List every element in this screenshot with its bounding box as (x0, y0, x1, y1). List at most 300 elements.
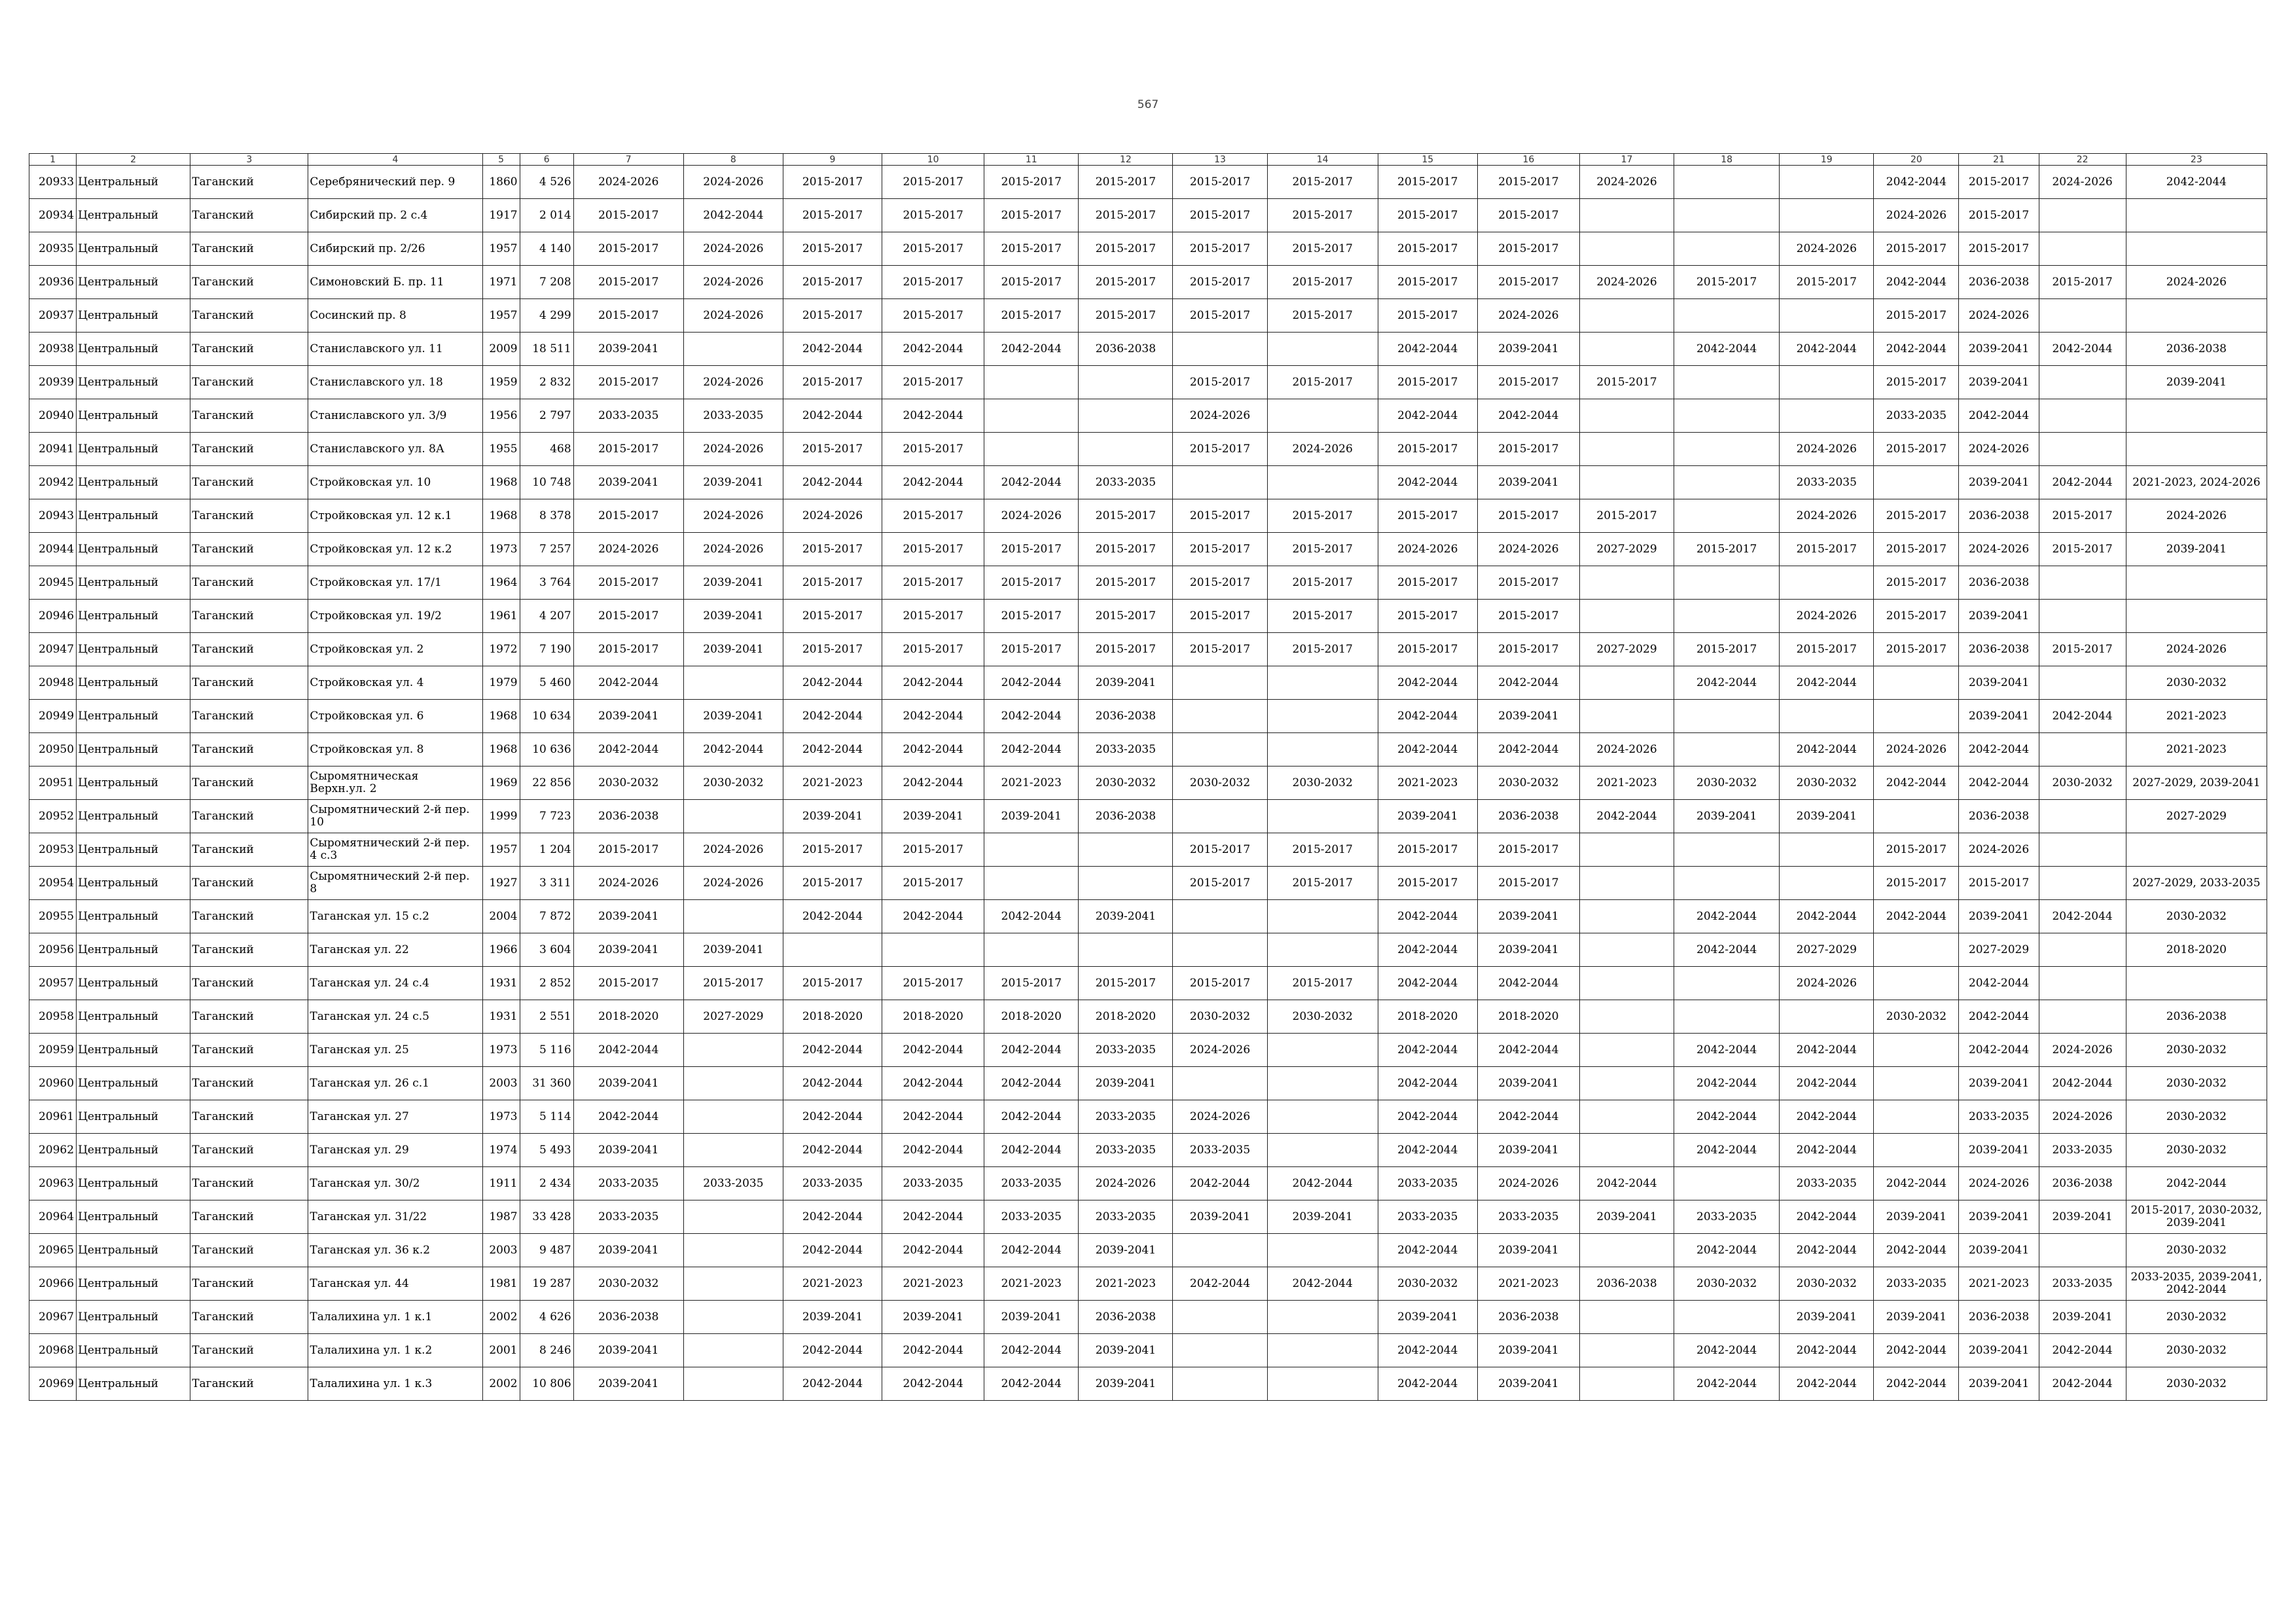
repair-period-cell: 2015-2017 (573, 199, 683, 232)
address-cell: Сибирский пр. 2/26 (308, 232, 482, 266)
repair-period-cell: 2015-2017 (1959, 166, 2039, 199)
build-year-cell: 1968 (482, 700, 520, 733)
repair-period-cell: 2039-2041 (882, 800, 984, 833)
floor-area-cell: 4 140 (520, 232, 573, 266)
repair-period-cell: 2042-2044 (783, 666, 882, 700)
repair-period-cell: 2033-2035 (573, 1200, 683, 1234)
repair-period-cell: 2015-2017 (1874, 566, 1959, 600)
repair-period-cell (1874, 466, 1959, 499)
repair-period-cell (1267, 466, 1378, 499)
row-id-cell: 20933 (29, 166, 77, 199)
repair-period-cell: 2039-2041 (1079, 1067, 1173, 1100)
repair-period-cell: 2042-2044 (1959, 967, 2039, 1000)
table-row (29, 399, 2267, 433)
repair-period-cell: 2042-2044 (1674, 1334, 1780, 1367)
address-cell: Сосинский пр. 8 (308, 299, 482, 333)
column-number-header: 5 (482, 154, 520, 166)
row-id-cell: 20961 (29, 1100, 77, 1134)
row-id-cell: 20952 (29, 800, 77, 833)
repair-period-cell: 2015-2017 (783, 232, 882, 266)
repair-period-cell: 2033-2035 (1378, 1167, 1477, 1200)
repair-period-cell: 2015-2017 (573, 600, 683, 633)
repair-period-cell: 2042-2044 (1780, 333, 1874, 366)
repair-period-cell (2039, 800, 2126, 833)
repair-period-cell: 2027-2029, 2039-2041 (2126, 767, 2267, 800)
repair-period-cell (1579, 199, 1674, 232)
repair-period-cell (984, 366, 1079, 399)
repair-period-cell: 2015-2017 (783, 166, 882, 199)
repair-period-cell: 2015-2017 (1378, 433, 1477, 466)
repair-period-cell: 2030-2032 (1079, 767, 1173, 800)
repair-period-cell: 2042-2044 (984, 700, 1079, 733)
repair-period-cell: 2039-2041 (573, 900, 683, 933)
table-row (29, 700, 2267, 733)
repair-period-cell: 2015-2017 (1477, 566, 1579, 600)
repair-period-cell: 2042-2044 (1378, 733, 1477, 767)
repair-period-cell: 2024-2026 (1959, 533, 2039, 566)
repair-period-cell: 2015-2017 (882, 600, 984, 633)
table-row (29, 166, 2267, 199)
repair-period-cell: 2042-2044 (2126, 166, 2267, 199)
repair-period-cell: 2039-2041 (1959, 700, 2039, 733)
repair-period-cell (1267, 700, 1378, 733)
repair-period-cell: 2042-2044 (1579, 1167, 1674, 1200)
repair-period-cell: 2039-2041 (1959, 1367, 2039, 1401)
repair-period-cell: 2024-2026 (1874, 199, 1959, 232)
repair-period-cell: 2027-2029 (1579, 633, 1674, 666)
repair-period-cell: 2042-2044 (1173, 1167, 1267, 1200)
repair-period-cell: 2015-2017 (1173, 199, 1267, 232)
repair-period-cell: 2024-2026 (683, 299, 783, 333)
repair-period-cell: 2024-2026 (783, 499, 882, 533)
repair-period-cell: 2015-2017 (1874, 232, 1959, 266)
repair-period-cell: 2015-2017 (1874, 533, 1959, 566)
repair-period-cell: 2042-2044 (1674, 666, 1780, 700)
repair-period-cell: 2042-2044 (1378, 1067, 1477, 1100)
repair-period-cell: 2015-2017 (984, 600, 1079, 633)
address-cell: Станиславского ул. 18 (308, 366, 482, 399)
area-cell: Таганский (190, 1034, 308, 1067)
repair-period-cell: 2042-2044 (1874, 333, 1959, 366)
repair-period-cell: 2033-2035, 2039-2041, 2042-2044 (2126, 1267, 2267, 1301)
repair-period-cell: 2042-2044 (1780, 666, 1874, 700)
repair-period-cell: 2030-2032 (1173, 767, 1267, 800)
district-cell: Центральный (77, 967, 190, 1000)
district-cell: Центральный (77, 166, 190, 199)
table-row (29, 1267, 2267, 1301)
address-cell: Таганская ул. 29 (308, 1134, 482, 1167)
repair-period-cell (1674, 733, 1780, 767)
repair-period-cell: 2039-2041 (573, 1334, 683, 1367)
area-cell: Таганский (190, 1301, 308, 1334)
repair-period-cell: 2015-2017 (1267, 266, 1378, 299)
repair-period-cell (2039, 299, 2126, 333)
repair-period-cell: 2021-2023 (984, 767, 1079, 800)
build-year-cell: 1955 (482, 433, 520, 466)
area-cell: Таганский (190, 1134, 308, 1167)
column-number-header: 19 (1780, 154, 1874, 166)
floor-area-cell: 3 311 (520, 867, 573, 900)
district-cell: Центральный (77, 1167, 190, 1200)
repair-period-cell: 2039-2041 (1780, 1301, 1874, 1334)
repair-period-cell: 2042-2044 (783, 1200, 882, 1234)
repair-period-cell: 2015-2017 (1267, 232, 1378, 266)
address-cell: Талалихина ул. 1 к.3 (308, 1367, 482, 1401)
repair-period-cell: 2039-2041 (1959, 1234, 2039, 1267)
repair-period-cell (1674, 466, 1780, 499)
repair-period-cell (1173, 1301, 1267, 1334)
repair-period-cell: 2042-2044 (1959, 1000, 2039, 1034)
repair-period-cell: 2015-2017 (1874, 833, 1959, 867)
repair-period-cell: 2042-2044 (1477, 1100, 1579, 1134)
address-cell: Сибирский пр. 2 с.4 (308, 199, 482, 232)
repair-period-cell: 2015-2017 (984, 299, 1079, 333)
repair-period-cell: 2039-2041 (984, 800, 1079, 833)
repair-period-cell: 2015-2017 (984, 566, 1079, 600)
build-year-cell: 2001 (482, 1334, 520, 1367)
repair-period-cell: 2039-2041 (1079, 1234, 1173, 1267)
repair-period-cell: 2015-2017 (1874, 600, 1959, 633)
repair-period-cell: 2039-2041 (1674, 800, 1780, 833)
repair-period-cell: 2042-2044 (984, 1134, 1079, 1167)
repair-period-cell: 2042-2044 (1378, 1100, 1477, 1134)
repair-period-cell: 2039-2041 (683, 600, 783, 633)
repair-period-cell: 2018-2020 (2126, 933, 2267, 967)
repair-period-cell (1267, 1134, 1378, 1167)
floor-area-cell: 4 299 (520, 299, 573, 333)
repair-period-cell (2126, 600, 2267, 633)
repair-period-cell: 2027-2029 (1780, 933, 1874, 967)
floor-area-cell: 5 114 (520, 1100, 573, 1134)
repair-period-cell: 2042-2044 (783, 399, 882, 433)
repair-period-cell: 2042-2044 (1874, 1367, 1959, 1401)
repair-period-cell (683, 1267, 783, 1301)
area-cell: Таганский (190, 1267, 308, 1301)
address-cell: Станиславского ул. 3/9 (308, 399, 482, 433)
repair-period-cell (1674, 700, 1780, 733)
repair-period-cell (1874, 1134, 1959, 1167)
repair-period-cell: 2030-2032 (573, 767, 683, 800)
address-cell: Сыромятнический 2-й пер. 10 (308, 800, 482, 833)
repair-period-cell: 2015-2017 (783, 566, 882, 600)
repair-period-cell: 2030-2032 (2126, 1301, 2267, 1334)
table-row (29, 232, 2267, 266)
repair-period-cell: 2042-2044 (984, 333, 1079, 366)
repair-period-cell: 2042-2044 (1477, 967, 1579, 1000)
floor-area-cell: 5 460 (520, 666, 573, 700)
area-cell: Таганский (190, 232, 308, 266)
row-id-cell: 20950 (29, 733, 77, 767)
table-row (29, 1234, 2267, 1267)
repair-period-cell: 2042-2044 (882, 700, 984, 733)
repair-period-cell: 2039-2041 (1477, 1367, 1579, 1401)
district-cell: Центральный (77, 1067, 190, 1100)
repair-period-cell: 2015-2017 (882, 633, 984, 666)
build-year-cell: 1927 (482, 867, 520, 900)
repair-period-cell (1579, 299, 1674, 333)
repair-period-cell: 2015-2017 (1477, 633, 1579, 666)
repair-period-cell: 2024-2026 (2039, 1034, 2126, 1067)
repair-period-cell: 2042-2044 (1780, 1067, 1874, 1100)
repair-period-cell: 2033-2035 (683, 1167, 783, 1200)
repair-period-cell: 2042-2044 (1674, 333, 1780, 366)
repair-period-cell: 2036-2038 (2126, 333, 2267, 366)
repair-period-cell (1674, 867, 1780, 900)
area-cell: Таганский (190, 333, 308, 366)
repair-period-cell (1874, 933, 1959, 967)
address-cell: Таганская ул. 26 с.1 (308, 1067, 482, 1100)
repair-period-cell: 2015-2017 (1959, 199, 2039, 232)
repair-period-cell: 2042-2044 (984, 900, 1079, 933)
row-id-cell: 20938 (29, 333, 77, 366)
repair-period-cell: 2042-2044 (984, 733, 1079, 767)
repair-period-cell (1780, 833, 1874, 867)
repair-period-cell: 2042-2044 (1378, 967, 1477, 1000)
repair-period-cell: 2033-2035 (2039, 1134, 2126, 1167)
repair-period-cell: 2042-2044 (984, 1234, 1079, 1267)
repair-period-cell: 2015-2017 (1477, 499, 1579, 533)
repair-period-cell (1173, 933, 1267, 967)
table-row (29, 1000, 2267, 1034)
repair-period-cell (1579, 333, 1674, 366)
repair-period-cell (1674, 199, 1780, 232)
repair-period-cell: 2015-2017 (1378, 366, 1477, 399)
district-cell: Центральный (77, 1100, 190, 1134)
repair-period-cell: 2024-2026 (1959, 299, 2039, 333)
address-cell: Стройковская ул. 12 к.2 (308, 533, 482, 566)
repair-period-cell: 2042-2044 (1477, 733, 1579, 767)
repair-period-cell: 2024-2026 (1579, 733, 1674, 767)
row-id-cell: 20937 (29, 299, 77, 333)
repair-period-cell (2126, 967, 2267, 1000)
floor-area-cell: 19 287 (520, 1267, 573, 1301)
repair-period-cell: 2039-2041 (1477, 700, 1579, 733)
repair-period-cell: 2024-2026 (1579, 166, 1674, 199)
repair-period-cell: 2030-2032 (1780, 767, 1874, 800)
address-cell: Стройковская ул. 4 (308, 666, 482, 700)
repair-period-cell (1579, 232, 1674, 266)
repair-period-cell: 2039-2041 (1959, 466, 2039, 499)
repair-period-cell (2039, 833, 2126, 867)
repair-period-cell: 2015-2017 (984, 633, 1079, 666)
repair-period-cell (1079, 833, 1173, 867)
repair-period-cell (1579, 466, 1674, 499)
table-row (29, 1334, 2267, 1367)
repair-period-cell: 2018-2020 (1378, 1000, 1477, 1034)
repair-period-cell (2039, 867, 2126, 900)
repair-period-cell: 2039-2041 (683, 566, 783, 600)
repair-period-cell: 2036-2038 (2126, 1000, 2267, 1034)
district-cell: Центральный (77, 600, 190, 633)
repair-period-cell: 2039-2041 (1477, 933, 1579, 967)
repair-period-cell: 2024-2026 (683, 433, 783, 466)
area-cell: Таганский (190, 566, 308, 600)
table-row (29, 1034, 2267, 1067)
repair-period-cell (683, 1334, 783, 1367)
repair-period-cell (2039, 399, 2126, 433)
repair-period-cell (1173, 900, 1267, 933)
repair-period-cell: 2015-2017 (1173, 633, 1267, 666)
repair-period-cell: 2015-2017 (1378, 867, 1477, 900)
repair-period-cell (1874, 1067, 1959, 1100)
repair-period-cell: 2036-2038 (2039, 1167, 2126, 1200)
repair-period-cell (1780, 199, 1874, 232)
repair-period-cell (1579, 1334, 1674, 1367)
address-cell: Сыромятническая Верхн.ул. 2 (308, 767, 482, 800)
repair-period-cell: 2018-2020 (573, 1000, 683, 1034)
repair-period-cell: 2039-2041 (573, 333, 683, 366)
district-cell: Центральный (77, 800, 190, 833)
repair-period-cell: 2042-2044 (882, 733, 984, 767)
area-cell: Таганский (190, 833, 308, 867)
repair-period-cell (2039, 967, 2126, 1000)
repair-period-cell (1579, 1301, 1674, 1334)
repair-period-cell: 2039-2041 (683, 933, 783, 967)
area-cell: Таганский (190, 1367, 308, 1401)
repair-period-cell: 2015-2017 (1079, 533, 1173, 566)
repair-period-cell (2039, 733, 2126, 767)
build-year-cell: 1979 (482, 666, 520, 700)
repair-period-cell: 2015-2017 (1267, 499, 1378, 533)
area-cell: Таганский (190, 266, 308, 299)
repair-period-cell: 2039-2041 (1477, 466, 1579, 499)
row-id-cell: 20953 (29, 833, 77, 867)
repair-period-cell: 2042-2044 (882, 333, 984, 366)
repair-period-cell: 2024-2026 (683, 533, 783, 566)
repair-period-cell (1579, 1367, 1674, 1401)
repair-period-cell: 2042-2044 (1874, 900, 1959, 933)
repair-period-cell (2126, 232, 2267, 266)
repair-period-cell: 2015-2017 (1378, 499, 1477, 533)
repair-period-cell: 2015-2017 (984, 232, 1079, 266)
repair-period-cell: 2039-2041 (573, 1234, 683, 1267)
repair-period-cell: 2015-2017 (1579, 499, 1674, 533)
repair-period-cell: 2042-2044 (984, 666, 1079, 700)
repair-period-cell: 2042-2044 (2039, 900, 2126, 933)
repair-period-cell: 2015-2017 (1079, 299, 1173, 333)
column-number-header: 1 (29, 154, 77, 166)
repair-period-cell: 2042-2044 (2039, 700, 2126, 733)
repair-period-cell: 2042-2044 (1959, 1034, 2039, 1067)
repair-period-cell: 2042-2044 (1780, 733, 1874, 767)
repair-period-cell: 2030-2032 (2126, 1067, 2267, 1100)
row-id-cell: 20940 (29, 399, 77, 433)
area-cell: Таганский (190, 900, 308, 933)
repair-period-cell: 2015-2017 (1173, 366, 1267, 399)
repair-period-cell (683, 1034, 783, 1067)
repair-period-cell: 2042-2044 (1780, 1367, 1874, 1401)
repair-period-cell: 2042-2044 (783, 1334, 882, 1367)
repair-period-cell: 2015-2017 (882, 867, 984, 900)
repair-period-cell: 2024-2026 (984, 499, 1079, 533)
repair-period-cell: 2021-2023 (2126, 700, 2267, 733)
table-row (29, 333, 2267, 366)
build-year-cell: 2003 (482, 1234, 520, 1267)
repair-period-cell: 2024-2026 (2126, 499, 2267, 533)
repair-period-cell: 2039-2041 (1959, 600, 2039, 633)
floor-area-cell: 8 378 (520, 499, 573, 533)
column-number-header: 4 (308, 154, 482, 166)
repair-period-cell: 2033-2035 (984, 1167, 1079, 1200)
repair-period-cell: 2015-2017 (573, 232, 683, 266)
build-year-cell: 1969 (482, 767, 520, 800)
repair-period-cell: 2042-2044 (573, 1034, 683, 1067)
repair-period-cell: 2015-2017 (882, 166, 984, 199)
repair-period-cell: 2042-2044 (882, 1334, 984, 1367)
repair-period-cell: 2015-2017 (984, 266, 1079, 299)
column-number-header: 21 (1959, 154, 2039, 166)
repair-period-cell: 2042-2044 (984, 1367, 1079, 1401)
repair-period-cell (1267, 800, 1378, 833)
repair-period-cell: 2030-2032 (2126, 1367, 2267, 1401)
repair-period-cell (1267, 1234, 1378, 1267)
district-cell: Центральный (77, 433, 190, 466)
table-row (29, 666, 2267, 700)
repair-period-cell: 2024-2026 (1780, 499, 1874, 533)
repair-period-cell (1780, 399, 1874, 433)
repair-period-cell: 2042-2044 (882, 1100, 984, 1134)
floor-area-cell: 7 208 (520, 266, 573, 299)
repair-period-cell: 2042-2044 (2039, 1067, 2126, 1100)
address-cell: Таганская ул. 24 с.5 (308, 1000, 482, 1034)
repair-period-cell: 2015-2017 (1780, 266, 1874, 299)
repair-period-cell: 2042-2044 (683, 199, 783, 232)
area-cell: Таганский (190, 366, 308, 399)
repair-period-cell: 2030-2032 (683, 767, 783, 800)
repair-period-cell: 2015-2017 (1477, 833, 1579, 867)
repair-period-cell: 2036-2038 (1959, 266, 2039, 299)
row-id-cell: 20962 (29, 1134, 77, 1167)
area-cell: Таганский (190, 166, 308, 199)
table-row (29, 1167, 2267, 1200)
build-year-cell: 1973 (482, 1034, 520, 1067)
repair-period-cell: 2036-2038 (1477, 1301, 1579, 1334)
repair-period-cell: 2042-2044 (1477, 666, 1579, 700)
repair-period-cell: 2015-2017 (1378, 232, 1477, 266)
repair-period-cell: 2042-2044 (1674, 1067, 1780, 1100)
table-row (29, 466, 2267, 499)
repair-period-cell: 2042-2044 (783, 733, 882, 767)
build-year-cell: 2004 (482, 900, 520, 933)
repair-period-cell (1674, 833, 1780, 867)
repair-period-cell: 2015-2017 (1378, 166, 1477, 199)
row-id-cell: 20965 (29, 1234, 77, 1267)
district-cell: Центральный (77, 366, 190, 399)
repair-period-cell: 2042-2044 (882, 900, 984, 933)
repair-period-cell (1267, 933, 1378, 967)
repair-period-cell (2126, 433, 2267, 466)
row-id-cell: 20956 (29, 933, 77, 967)
repair-period-cell: 2042-2044 (882, 466, 984, 499)
repair-period-cell: 2015-2017 (1079, 967, 1173, 1000)
repair-period-cell: 2042-2044 (1378, 466, 1477, 499)
repair-period-cell: 2024-2026 (1780, 232, 1874, 266)
table-row (29, 600, 2267, 633)
repair-period-cell: 2015-2017 (2039, 266, 2126, 299)
repair-period-cell: 2024-2026 (1173, 1034, 1267, 1067)
repair-period-cell: 2042-2044 (1874, 1234, 1959, 1267)
repair-period-cell (1874, 700, 1959, 733)
repair-period-cell (1674, 1167, 1780, 1200)
repair-period-cell (1579, 700, 1674, 733)
build-year-cell: 1966 (482, 933, 520, 967)
repair-period-cell (882, 933, 984, 967)
address-cell: Таганская ул. 44 (308, 1267, 482, 1301)
floor-area-cell: 7 872 (520, 900, 573, 933)
repair-period-cell (683, 666, 783, 700)
column-number-header: 12 (1079, 154, 1173, 166)
repair-period-cell: 2015-2017 (1267, 366, 1378, 399)
